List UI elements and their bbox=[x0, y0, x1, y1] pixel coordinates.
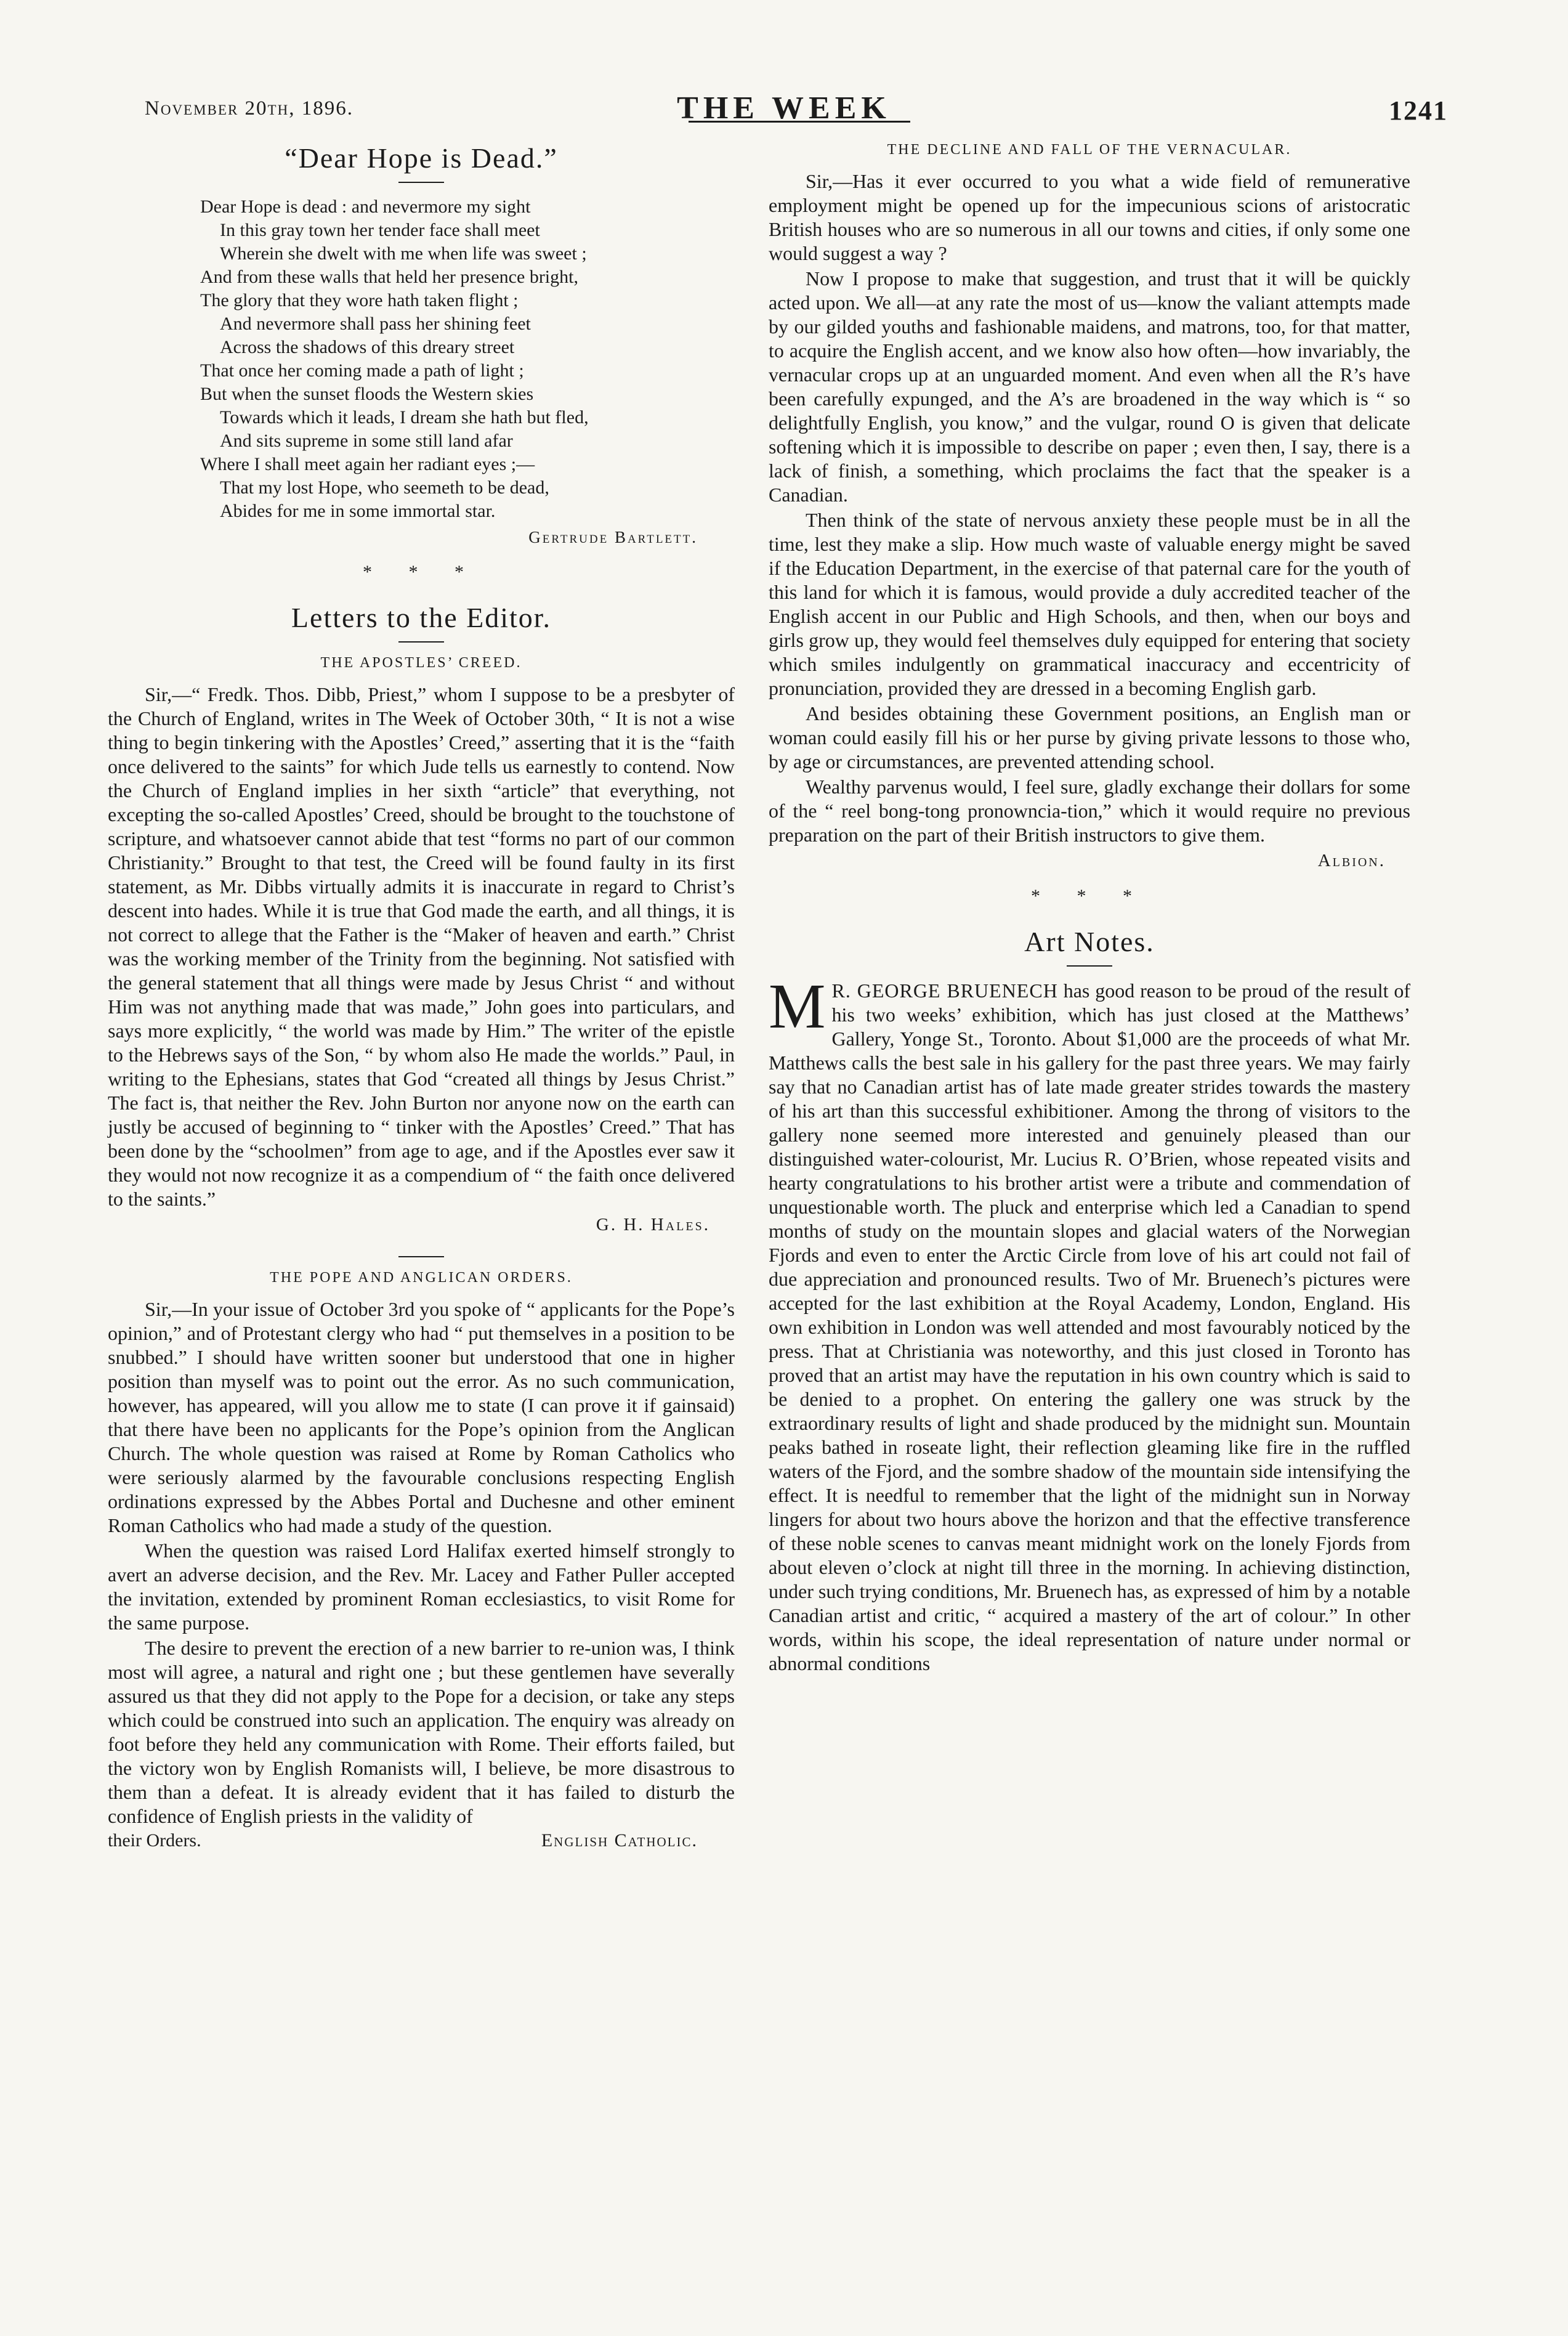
masthead-rule bbox=[689, 121, 910, 123]
poem-line: That once her coming made a path of light ; bbox=[200, 360, 524, 381]
page-header bbox=[0, 92, 1568, 148]
poem-line: Across the shadows of this dreary street bbox=[220, 337, 515, 357]
section-separator: * * * bbox=[363, 562, 480, 582]
art-notes-text: has good reason to be proud of the result of his two weeks’ exhibition, which has just closed at the Matthews’ Gallery, Yonge St., Toronto. About $1,000 are the proceeds of what Mr. Matthews calls the best sale in his gallery for the past three years. We may fairly say that no Canadian artist has of late made greater strides towards the mastery of his art than this successful exhibitioner. Among the throng of visitors to the gallery none seemed more interested and genuinely pleased than our distinguished water-colourist, Mr. Lucius R. O’Brien, whose repeated visits and hearty congratulations to his brother artist were a tribute and commendation of unquestionable worth. The pluck and enterprise which led a Canadian to spend months of study on the mountain slopes and glacial waters of the Norwegian Fjords and even to enter the Arctic Circle from love of his art could not fail of due appreciation and pronounced results. Two of Mr. Bruenech’s pictures were accepted for the last exhibition at the Royal Academy, London, England. His own exhibition in London was well attended and most favourably noticed by the press. That at Christiania was noteworthy, and this just closed in Toronto has proved that an artist may have the reputation in his own country which is said to be denied to a prophet. On entering the gallery one was struck by the extraordinary results of light and shade produced by the midnight sun. Mountain peaks bathed in roseate light, their reflection gleaming like fire in the ruffled waters of the Fjord, and the sombre shadow of the mountain side intensifying the effect. It is needful to remember that the light of the midnight sun in Norway lingers for about two hours above the horizon and that the effective transference of these noble scenes to canvas meant midnight work on the lonely Fjords from about eleven o’clock at night till three in the morning. In achieving distinction, under such trying conditions, Mr. Bruenech has, as expressed of him by a notable Canadian artist and critic, “ acquired a mastery of the art of colour.” In other words, within his scope, the ideal representation of nature under normal or abnormal conditions bbox=[769, 979, 1411, 1674]
title-rule bbox=[398, 182, 444, 183]
title-rule bbox=[398, 641, 444, 643]
poem-line: Where I shall meet again her radiant eyes ;— bbox=[200, 454, 535, 474]
title-rule bbox=[1067, 965, 1112, 967]
poem-line: And nevermore shall pass her shining feet bbox=[220, 314, 531, 334]
vernacular-heading: THE DECLINE AND FALL OF THE VERNACULAR. bbox=[887, 142, 1292, 158]
drop-cap: M bbox=[769, 971, 826, 1042]
pope-last-line: their Orders. bbox=[108, 1830, 201, 1851]
vernacular-paragraph: Now I propose to make that suggestion, and trust that it will be quickly acted upon. We all—at any rate the most of us—know the valiant attempts made by our gilded youths and fashionable maidens, and matrons, too, for that matter, to acquire the English accent, and we know also how often—how invariably, the vernacular crops up at an unguarded moment. And even when all the R’s have been carefully expunged, and the A’s are broadened in the way which is “ so delightfully English, you know,” and the vulgar, round O is given that delicate softening which it is impossible to describe on paper ; even then, I say, there is a lack of finish, a something, which proclaims the fact that the speaker is a Canadian. bbox=[769, 267, 1410, 506]
poem-line: And from these walls that held her presence bright, bbox=[200, 267, 578, 287]
poem-author: Gertrude Bartlett. bbox=[528, 528, 698, 546]
issue-date: November 20th, 1896. bbox=[145, 97, 354, 120]
pope-signoff bbox=[108, 1828, 698, 1852]
pope-paragraph: Sir,—In your issue of October 3rd you spoke of “ applicants for the Pope’s opinion,” and of Protestant clergy who had “ put themselves in a position to be snubbed.” I should have written sooner but understood that one in higher position than myself was to point out the error. As no such communication, however, has appeared, will you allow me to state (I can prove it if gainsaid) that there have been no applicants for the Pope’s opinion from the Anglican Church. The whole question was raised at Rome by Roman Catholics who were seriously alarmed by the favourable conclusions respecting English ordinations expressed by the Abbes Portal and Duchesne and other eminent Roman Catholics who had made a study of the question. bbox=[108, 1298, 735, 1536]
poem-line: But when the sunset floods the Western skies bbox=[200, 384, 534, 404]
apostles-heading: THE APOSTLES’ CREED. bbox=[320, 655, 522, 671]
poem-line: The glory that they wore hath taken flight ; bbox=[200, 290, 519, 310]
right-column bbox=[769, 142, 1410, 1676]
poem-line: Towards which it leads, I dream she hath but fled, bbox=[220, 407, 589, 428]
vernacular-author: Albion. bbox=[1317, 851, 1386, 870]
poem-line: That my lost Hope, who seemeth to be dead, bbox=[220, 477, 549, 498]
poem-title: “Dear Hope is Dead.” bbox=[285, 142, 558, 174]
art-notes-title: Art Notes. bbox=[1024, 926, 1155, 957]
vernacular-paragraph: Sir,—Has it ever occurred to you what a wide field of remunerative employment might be opened up for the impecunious scions of aristocratic British houses who are so numerous in all our towns and cities, if only some one would suggest a way ? bbox=[769, 170, 1410, 264]
pope-paragraph: The desire to prevent the erection of a new barrier to re-union was, I think most will agree, a natural and right one ; but these gentlemen have severally assured us that they did not apply to the Pope for a decision, or take any steps which could be construed into such an application. The enquiry was already on foot before they held any communication with Rome. Their efforts failed, but the victory won by English Romanists will, I believe, be more disastrous to them than a defeat. It is already evident that it has failed to disturb the confidence of English priests in the validity of bbox=[108, 1637, 735, 1827]
section-separator: * * * bbox=[1031, 886, 1148, 906]
art-notes-paragraph bbox=[769, 971, 1411, 1676]
pope-heading: THE POPE AND ANGLICAN ORDERS. bbox=[270, 1270, 573, 1286]
vernacular-paragraph: And besides obtaining these Government positions, an English man or woman could easily fill his or her purse by giving private lessons to those who, by age or circumstances, are prevented attending school. bbox=[769, 702, 1410, 773]
left-column bbox=[108, 142, 735, 1852]
poem-line: And sits supreme in some still land afar bbox=[220, 431, 513, 451]
pope-paragraph: When the question was raised Lord Halifax exerted himself strongly to avert an adverse decision, and the Rev. Mr. Lacey and Father Puller accepted the invitation, extended by prominent Roman ecclesiastics, to visit Rome for the same purpose. bbox=[108, 1539, 735, 1634]
vernacular-paragraph: Wealthy parvenus would, I feel sure, gladly exchange their dollars for some of the “ reel bong-tong pronowncia-tion,” which it would require no previous preparation on the part of their British instructors to give them. bbox=[769, 776, 1410, 846]
poem-line: In this gray town her tender face shall meet bbox=[220, 220, 540, 240]
section-rule bbox=[398, 1256, 444, 1257]
masthead-title: THE WEEK bbox=[677, 91, 891, 126]
apostles-author: G. H. Hales. bbox=[596, 1215, 710, 1235]
vernacular-paragraph: Then think of the state of nervous anxiety these people must be in all the time, lest they make a slip. How much waste of valuable energy might be saved if the Education Department, in the exercise of that paternal care for the youth of this land for which it is famous, would provide a duly accredited teacher of the English accent in our Public and High Schools, and then, when our boys and girls grow up, they would feel themselves duly equipped for entering that society which smiles indulgently on grammatical inaccuracy and eccentricity of pronunciation, provided they are dressed in a becoming English garb. bbox=[769, 509, 1410, 699]
apostles-paragraph: Sir,—“ Fredk. Thos. Dibb, Priest,” whom I suppose to be a presbyter of the Church of England, writes in The Week of October 30th, “ It is not a wise thing to begin tinkering with the Apostles’ Creed,” asserting that it is the “faith once delivered to the saints” for which Jude tells us earnestly to contend. Now the Church of England implies in her sixth “article” that everything, not excepting the so-called Apostles’ Creed, should be brought to the touchstone of scripture, and whatsoever cannot abide that test “forms no part of our common Christianity.” Brought to that test, the Creed will be found faulty in its first statement, as Mr. Dibbs virtually admits it is inaccurate in regard to Christ’s descent into hades. While it is true that God made the earth, and all things, it is not correct to allege that the Father is the “Maker of heaven and earth.” Christ was the working member of the Trinity from the beginning. Not satisfied with the general statement that all things were made by Jesus Christ “ and without Him was not anything made that was made,” John goes into particulars, and says more explicitly, “ the world was made by Him.” The writer of the epistle to the Hebrews says of the Son, “ by whom also He made the worlds.” Paul, in writing to the Ephesians, states that God “created all things by Jesus Christ.” The fact is, that neither the Rev. John Burton nor anyone now on the earth can justly be accused of beginning to “ tinker with the Apostles’ Creed.” That has been done by the “schoolmen” from age to age, and if the Apostles ever saw it they would not now recognize it as a compendium of “ the faith once delivered to the saints.” bbox=[108, 683, 735, 1210]
pope-author: English Catholic. bbox=[541, 1830, 698, 1851]
page-number: 1241 bbox=[1389, 95, 1448, 126]
poem-body bbox=[200, 195, 735, 523]
poem-line: Dear Hope is dead : and nevermore my sight bbox=[200, 197, 531, 217]
poem-line: Abides for me in some immortal star. bbox=[220, 501, 496, 521]
poem-line: Wherein she dwelt with me when life was sweet ; bbox=[220, 243, 587, 264]
art-notes-lead: R. GEORGE BRUENECH bbox=[831, 979, 1058, 1002]
letters-title: Letters to the Editor. bbox=[291, 602, 552, 633]
